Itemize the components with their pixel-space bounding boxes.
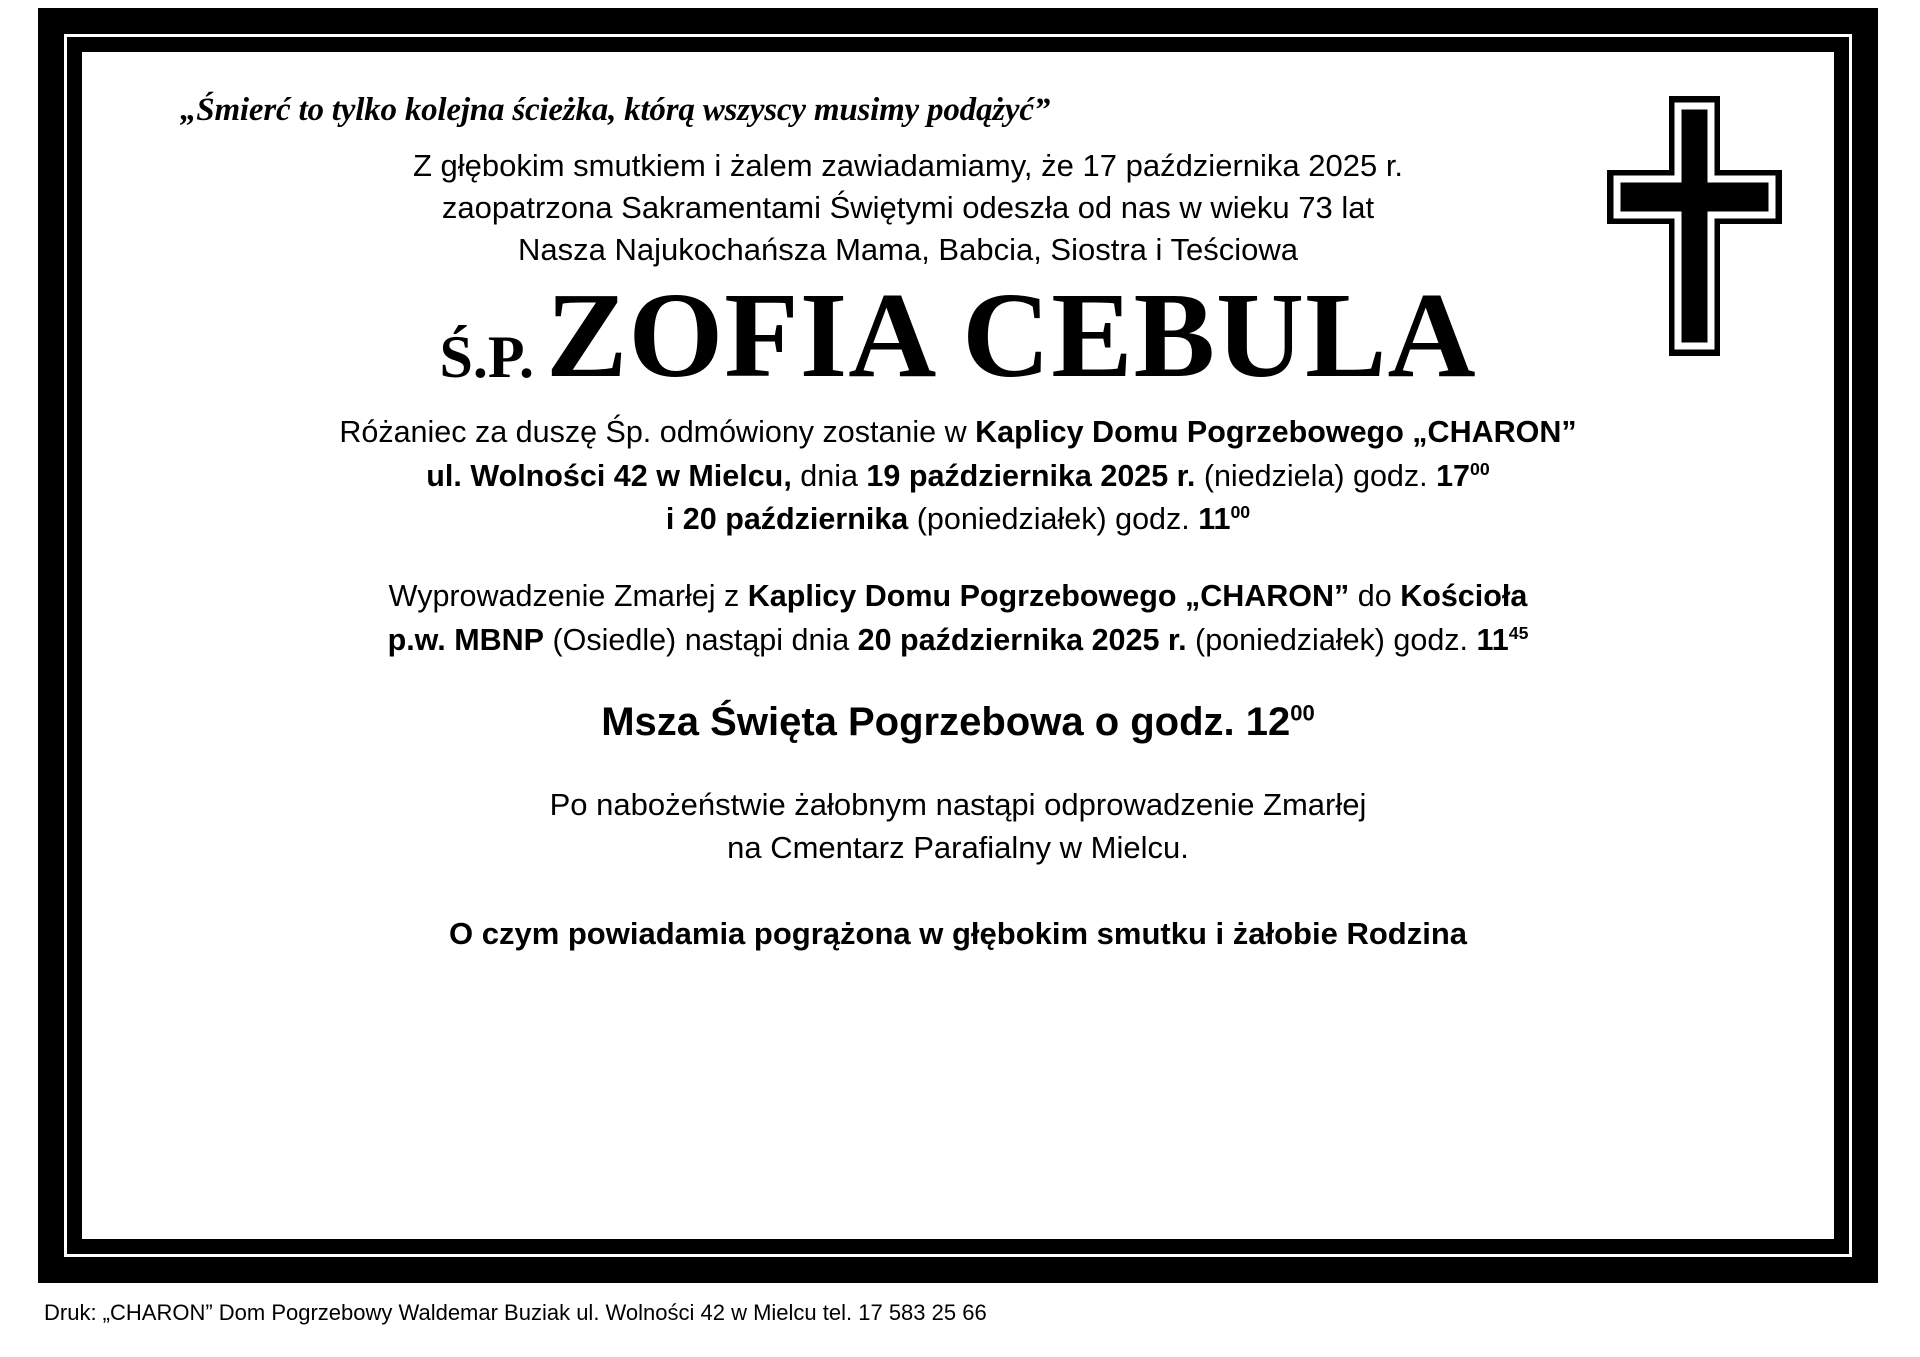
procession-line-1 [128,575,1788,618]
announcement-lead [128,145,1688,271]
after-service-line: na Cmentarz Parafialny w Mielcu. [727,830,1189,866]
procession-line-2-text: (Osiedle) nastąpi dnia [544,622,858,657]
mass-hour: 12 [1245,699,1291,744]
after-service-line: Po nabożeństwie żałobnym nastąpi odprowadzenie Zmarłej [549,786,1367,822]
mass-minutes: 00 [1290,700,1315,726]
procession-parish: p.w. MBNP [387,622,545,657]
honorific-label: Ś.P. [439,324,534,391]
after-service-info [128,783,1788,870]
print-footer: Druk: „CHARON” Dom Pogrzebowy Waldemar Buziak ul. Wolności 42 w Mielcu tel. 17 583 25 66 [44,1300,987,1325]
procession-minutes: 45 [1508,622,1529,643]
rosary-line-3 [128,498,1788,541]
mass-info [128,700,1788,745]
rosary-line-2-text: dnia [791,458,867,493]
deceased-name-row [128,268,1788,404]
rosary-info [128,411,1788,541]
rosary-date: 19 października 2025 r. [866,458,1196,493]
procession-church: Kościoła [1400,579,1528,614]
procession-date: 20 października 2025 r. [857,622,1187,657]
procession-info [128,575,1788,662]
announcement-line: Nasza Najukochańsza Mama, Babcia, Siostra i Teściowa [518,232,1298,268]
cross-icon [1607,96,1782,356]
mass-text: Msza Święta Pogrzebowa o godz. [601,699,1246,744]
rosary-minutes: 00 [1470,458,1490,479]
deceased-name: ZOFIA CEBULA [545,268,1477,404]
rosary-minutes-2: 00 [1230,501,1251,522]
procession-line-1-to: do [1349,579,1401,614]
announcement-line: Z głębokim smutkiem i żalem zawiadamiamy, że 17 października 2025 r. [412,148,1404,183]
family-statement: O czym powiadamia pogrążona w głębokim smutku i żałobie Rodzina [448,915,1467,951]
rosary-hour: 17 [1436,458,1471,493]
procession-chapel: Kaplicy Domu Pogrzebowego „CHARON” [747,579,1350,614]
rosary-line-2 [128,455,1788,498]
rosary-address: ul. Wolności 42 w Mielcu, [426,458,792,493]
rosary-line-1 [128,411,1788,454]
procession-line-1-text: Wyprowadzenie Zmarłej z [388,579,748,614]
rosary-line-2-weekday: (niedziela) godz. [1195,458,1437,493]
announcement-line: zaopatrzona Sakramentami Świętymi odeszła od nas w wieku 73 lat [441,190,1375,226]
rosary-chapel: Kaplicy Domu Pogrzebowego „CHARON” [975,415,1577,450]
procession-line-2-weekday: (poniedziałek) godz. [1186,622,1477,657]
rosary-date-2: i 20 października [665,502,909,537]
rosary-hour-2: 11 [1198,502,1231,537]
procession-line-2 [128,619,1788,662]
rosary-line-1-text: Różaniec za duszę Śp. odmówiony zostanie w [339,415,976,450]
funeral-notice [38,8,1878,1283]
motto-quote: „Śmierć to tylko kolejna ścieżka, którą wszyscy musimy podążyć” [180,92,1051,128]
procession-hour: 11 [1476,622,1509,657]
rosary-line-3-weekday: (poniedziałek) godz. [908,502,1199,537]
notice-card [82,52,1834,1239]
